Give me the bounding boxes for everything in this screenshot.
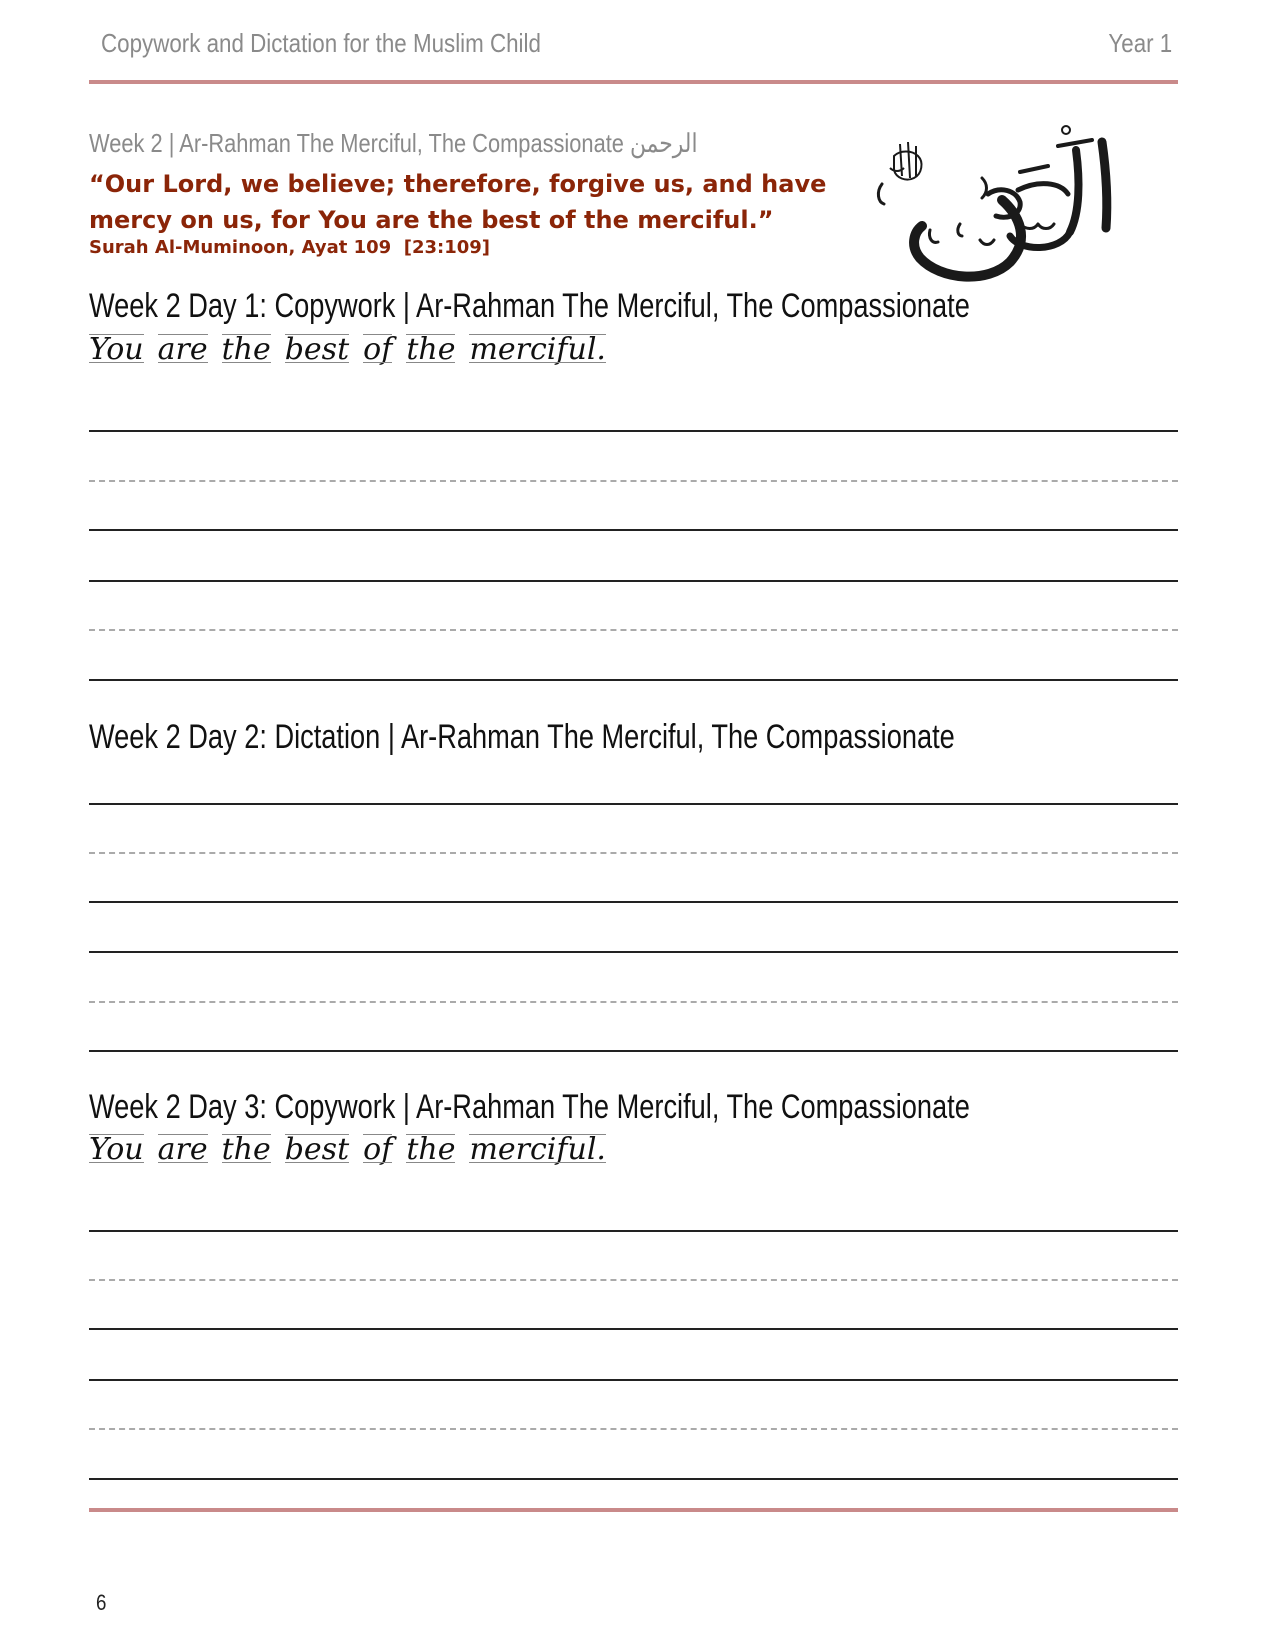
cursive-word: the: [406, 332, 456, 367]
writing-line-base: [89, 901, 1178, 903]
page-number: 6: [96, 1590, 107, 1615]
section-title-day2: Week 2 Day 2: Dictation | Ar-Rahman The Merciful, The Compassionate: [89, 718, 955, 756]
document-title: Copywork and Dictation for the Muslim Child: [101, 28, 541, 58]
writing-line-mid: [89, 852, 1178, 854]
writing-line-base: [89, 1050, 1178, 1052]
cursive-model-day1: [89, 332, 620, 367]
ar-rahman-calligraphy-image: [870, 120, 1130, 290]
cursive-model-day3: [89, 1132, 620, 1167]
quran-quote: “Our Lord, we believe; therefore, forgive us, and have mercy on us, for You are the best of the merciful.”: [89, 170, 827, 234]
writing-line-top[interactable]: [89, 430, 1178, 432]
writing-line-top[interactable]: [89, 1230, 1178, 1232]
writing-line-mid: [89, 1279, 1178, 1281]
cursive-word: best: [284, 332, 350, 367]
footer-divider: [89, 1508, 1178, 1512]
cursive-word: the: [221, 332, 271, 367]
writing-line-mid: [89, 1428, 1178, 1430]
header-divider: [89, 80, 1178, 84]
writing-line-mid: [89, 1001, 1178, 1003]
cursive-word: best: [284, 1132, 350, 1167]
writing-line-base: [89, 529, 1178, 531]
cursive-word: of: [363, 1132, 393, 1167]
section-title-day3: Week 2 Day 3: Copywork | Ar-Rahman The Merciful, The Compassionate: [89, 1088, 970, 1126]
cursive-word: You: [89, 332, 144, 367]
writing-line-top[interactable]: [89, 803, 1178, 805]
writing-line-top[interactable]: [89, 580, 1178, 582]
cursive-word: You: [89, 1132, 144, 1167]
writing-line-mid: [89, 629, 1178, 631]
writing-line-top[interactable]: [89, 1379, 1178, 1381]
cursive-word: are: [157, 332, 208, 367]
cursive-word: the: [406, 1132, 456, 1167]
cursive-word: of: [363, 332, 393, 367]
year-label: Year 1: [1108, 28, 1172, 58]
writing-line-base: [89, 1478, 1178, 1480]
writing-line-base: [89, 679, 1178, 681]
writing-line-base: [89, 1328, 1178, 1330]
week-subtitle: Week 2 | Ar-Rahman The Merciful, The Compassionate الرحمن: [89, 128, 698, 158]
cursive-word: merciful.: [469, 332, 606, 367]
writing-line-top[interactable]: [89, 951, 1178, 953]
writing-line-mid: [89, 480, 1178, 482]
cursive-word: the: [221, 1132, 271, 1167]
cursive-word: merciful.: [469, 1132, 606, 1167]
cursive-word: are: [157, 1132, 208, 1167]
section-title-day1: Week 2 Day 1: Copywork | Ar-Rahman The Merciful, The Compassionate: [89, 287, 970, 325]
quran-reference: Surah Al-Muminoon, Ayat 109 [23:109]: [89, 237, 490, 258]
